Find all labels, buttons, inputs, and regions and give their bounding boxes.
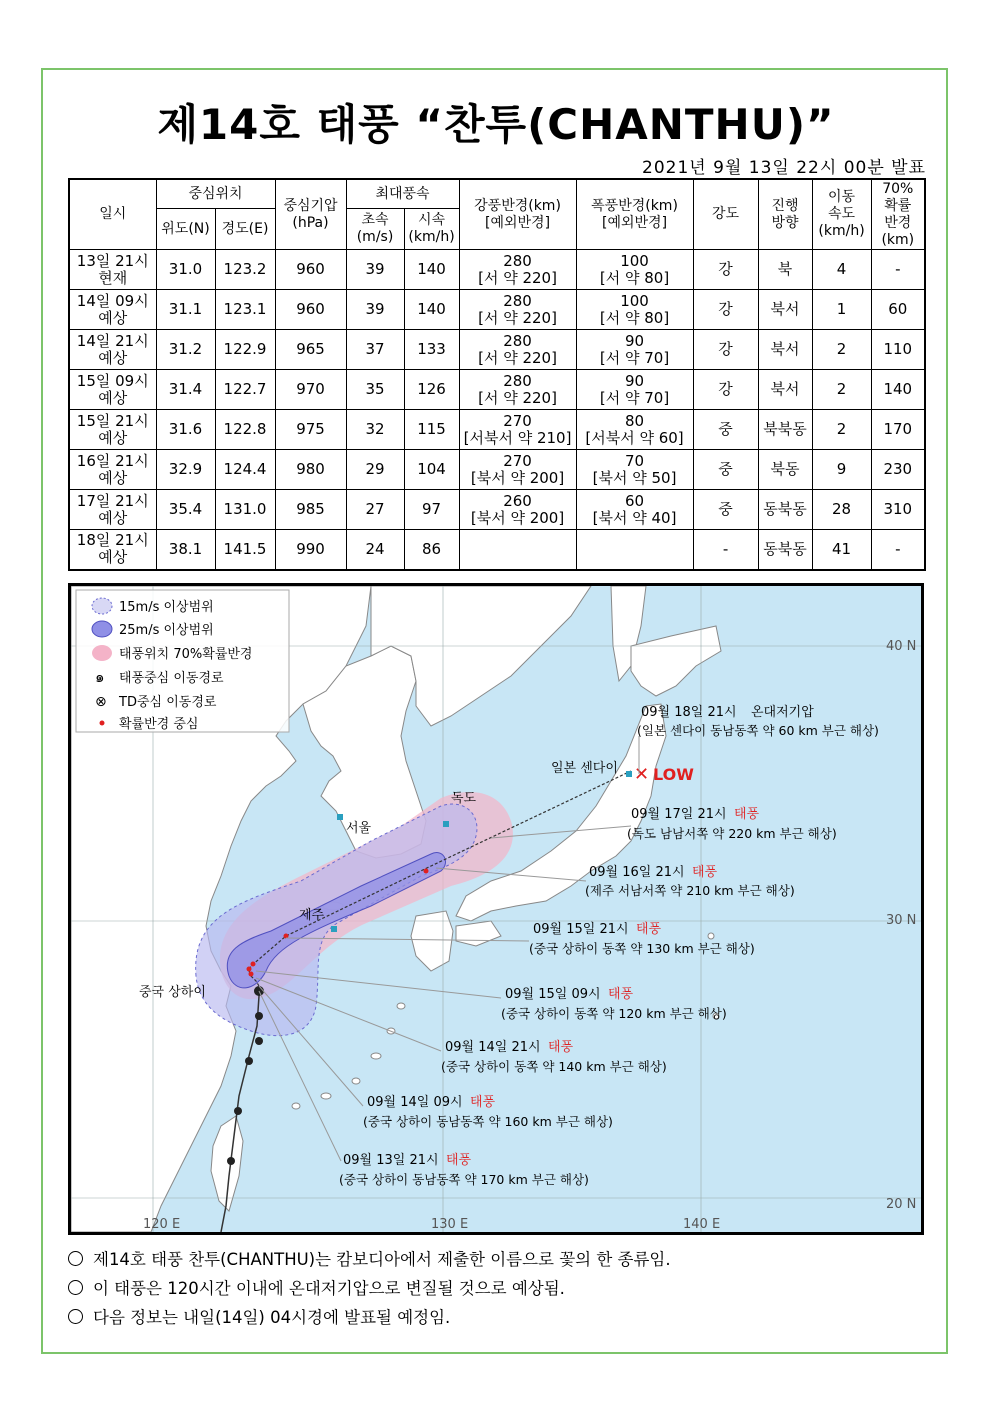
cell-wind-kmh: 86 [404, 530, 459, 570]
cell-wind-ms: 32 [346, 410, 404, 450]
cell-wind-ms: 37 [346, 330, 404, 370]
cell-strong-radius: 280 [서 약 220] [459, 330, 576, 370]
header-time: 일시 [69, 179, 156, 250]
svg-text:태풍: 태풍 [548, 1040, 574, 1055]
cell-wind-ms: 39 [346, 290, 404, 330]
page-title: 제14호 태풍 “찬투(CHANTHU)” [157, 100, 835, 149]
note-item [68, 1245, 928, 1274]
cell-speed: 28 [812, 490, 871, 530]
cell-intensity: 강 [693, 330, 758, 370]
cell-lat: 31.6 [156, 410, 215, 450]
note-text: 이 태풍은 120시간 이내에 온대저기압으로 변질될 것으로 예상됨. [93, 1279, 565, 1298]
place-dokdo: 독도 [451, 791, 477, 806]
cell-prob-radius: - [871, 250, 925, 290]
svg-text:(일본 센다이 동남동쪽 약 60 km 부근 해상): (일본 센다이 동남동쪽 약 60 km 부근 해상) [637, 723, 879, 738]
svg-text:09월 17일 21시: 09월 17일 21시 [631, 807, 727, 822]
cell-time: 17일 21시 예상 [69, 490, 156, 530]
cell-lat: 31.1 [156, 290, 215, 330]
cell-intensity: 강 [693, 290, 758, 330]
svg-text:09월 14일 21시: 09월 14일 21시 [445, 1040, 541, 1055]
cell-wind-kmh: 140 [404, 250, 459, 290]
cell-pressure: 985 [275, 490, 346, 530]
cell-wind-kmh: 115 [404, 410, 459, 450]
svg-text:(중국 상하이 동남동쪽 약 160 km 부근 해상): (중국 상하이 동남동쪽 약 160 km 부근 해상) [363, 1114, 613, 1129]
cell-pressure: 960 [275, 290, 346, 330]
cell-speed: 1 [812, 290, 871, 330]
cell-wind-kmh: 133 [404, 330, 459, 370]
cell-time: 14일 09시 예상 [69, 290, 156, 330]
cell-storm-radius: 100 [서 약 80] [576, 290, 693, 330]
svg-text:(독도 남남서쪽 약 220 km 부근 해상): (독도 남남서쪽 약 220 km 부근 해상) [627, 826, 837, 841]
header-max-wind: 최대풍속 [346, 179, 459, 209]
notes [68, 1245, 928, 1332]
cell-wind-ms: 29 [346, 450, 404, 490]
cell-lat: 31.4 [156, 370, 215, 410]
cell-direction: 북서 [758, 290, 812, 330]
place-sendai: 일본 센다이 [551, 761, 618, 776]
cell-pressure: 980 [275, 450, 346, 490]
cell-storm-radius: 100 [서 약 80] [576, 250, 693, 290]
cell-lon: 122.9 [215, 330, 275, 370]
svg-text:태풍: 태풍 [692, 865, 718, 880]
grid-label-20n: 20 N [886, 1197, 917, 1212]
cell-direction: 동북동 [758, 530, 812, 570]
legend-center-label: 확률반경 중심 [119, 717, 199, 732]
cell-wind-ms: 39 [346, 250, 404, 290]
table-row [69, 370, 925, 410]
cell-pressure: 960 [275, 250, 346, 290]
svg-text:(중국 상하이 동남동쪽 약 170 km 부근 해상): (중국 상하이 동남동쪽 약 170 km 부근 해상) [339, 1172, 589, 1187]
cell-wind-ms: 35 [346, 370, 404, 410]
cell-prob-radius: 110 [871, 330, 925, 370]
svg-text:09월 18일 21시: 09월 18일 21시 [641, 705, 737, 720]
typhoon-track-map [68, 583, 924, 1235]
svg-text:(제주 서남서쪽 약 210 km 부근 해상): (제주 서남서쪽 약 210 km 부근 해상) [585, 883, 795, 898]
note-text: 제14호 태풍 찬투(CHANTHU)는 캄보디아에서 제출한 이름으로 꽃의 한 종류임. [93, 1250, 671, 1269]
cell-direction: 북서 [758, 330, 812, 370]
cell-intensity: 강 [693, 250, 758, 290]
cell-intensity: 중 [693, 450, 758, 490]
cell-lon: 141.5 [215, 530, 275, 570]
header-wind-kmh: 시속 (km/h) [404, 209, 459, 250]
svg-text:태풍: 태풍 [608, 987, 634, 1002]
cell-speed: 4 [812, 250, 871, 290]
cell-wind-kmh: 104 [404, 450, 459, 490]
cell-intensity: 강 [693, 370, 758, 410]
svg-text:온대저기압: 온대저기압 [751, 705, 814, 720]
legend-td-label: TD중심 이동경로 [119, 695, 217, 710]
table-row [69, 490, 925, 530]
header-strong-radius: 강풍반경(km) [예외반경] [459, 179, 576, 250]
dokdo-marker [443, 821, 449, 827]
note-item [68, 1303, 928, 1332]
cell-storm-radius: 70 [북서 약 50] [576, 450, 693, 490]
cell-prob-radius: 170 [871, 410, 925, 450]
cell-pressure: 975 [275, 410, 346, 450]
cell-wind-kmh: 126 [404, 370, 459, 410]
note-item [68, 1274, 928, 1303]
issued-time: 2021년 9월 13일 22시 00분 발표 [642, 158, 926, 178]
legend-prob-swatch [92, 645, 112, 661]
legend-prob-label: 태풍위치 70%확률반경 [119, 647, 253, 662]
legend-25ms-label: 25m/s 이상범위 [119, 623, 214, 638]
cell-strong-radius: 270 [북서 약 200] [459, 450, 576, 490]
cell-lon: 123.2 [215, 250, 275, 290]
header-prob-radius: 70% 확률 반경 (km) [871, 179, 925, 250]
cell-strong-radius: 280 [서 약 220] [459, 250, 576, 290]
circle-bullet-icon [68, 1280, 83, 1295]
cell-intensity: 중 [693, 410, 758, 450]
cell-lon: 122.8 [215, 410, 275, 450]
cell-time: 18일 21시 예상 [69, 530, 156, 570]
grid-label-40n: 40 N [886, 639, 917, 654]
cell-prob-radius: 310 [871, 490, 925, 530]
svg-text:09월 14일 09시: 09월 14일 09시 [367, 1095, 463, 1110]
cell-time: 16일 21시 예상 [69, 450, 156, 490]
circle-bullet-icon [68, 1309, 83, 1324]
place-jeju: 제주 [299, 908, 325, 923]
cell-lon: 122.7 [215, 370, 275, 410]
grid-label-140e: 140 E [683, 1217, 721, 1232]
header-speed: 이동 속도 (km/h) [812, 179, 871, 250]
cell-storm-radius [576, 530, 693, 570]
svg-text:태풍: 태풍 [636, 922, 662, 937]
cell-storm-radius: 60 [북서 약 40] [576, 490, 693, 530]
header-intensity: 강도 [693, 179, 758, 250]
cell-storm-radius: 90 [서 약 70] [576, 370, 693, 410]
grid-label-120e: 120 E [143, 1217, 181, 1232]
svg-text:09월 15일 09시: 09월 15일 09시 [505, 987, 601, 1002]
header-direction: 진행 방향 [758, 179, 812, 250]
cell-wind-kmh: 140 [404, 290, 459, 330]
table-row [69, 450, 925, 490]
cell-time: 14일 21시 예상 [69, 330, 156, 370]
cell-lat: 31.2 [156, 330, 215, 370]
cell-strong-radius: 280 [서 약 220] [459, 290, 576, 330]
cell-wind-ms: 24 [346, 530, 404, 570]
note-text: 다음 정보는 내일(14일) 04시경에 발표될 예정임. [93, 1308, 451, 1327]
map-legend [76, 590, 289, 732]
svg-text:태풍: 태풍 [470, 1095, 496, 1110]
place-seoul: 서울 [346, 821, 372, 836]
cell-prob-radius: 140 [871, 370, 925, 410]
cell-lon: 123.1 [215, 290, 275, 330]
cell-speed: 9 [812, 450, 871, 490]
cell-prob-radius: - [871, 530, 925, 570]
cell-storm-radius: 90 [서 약 70] [576, 330, 693, 370]
cell-intensity: - [693, 530, 758, 570]
svg-text:09월 16일 21시: 09월 16일 21시 [589, 865, 685, 880]
cell-prob-radius: 230 [871, 450, 925, 490]
legend-center-dot [100, 721, 105, 726]
svg-text:09월 15일 21시: 09월 15일 21시 [533, 922, 629, 937]
cell-time: 15일 21시 예상 [69, 410, 156, 450]
grid-label-130e: 130 E [431, 1217, 469, 1232]
cell-lat: 38.1 [156, 530, 215, 570]
svg-text:(중국 상하이 동쪽 약 140 km 부근 해상): (중국 상하이 동쪽 약 140 km 부근 해상) [441, 1059, 667, 1074]
cell-direction: 동북동 [758, 490, 812, 530]
cell-pressure: 970 [275, 370, 346, 410]
low-cross-icon: ✕ [634, 764, 650, 785]
legend-15ms-swatch [92, 598, 112, 614]
cell-speed: 2 [812, 370, 871, 410]
svg-text:태풍: 태풍 [734, 807, 760, 822]
legend-track-label: 태풍중심 이동경로 [119, 671, 224, 686]
cell-direction: 북동 [758, 450, 812, 490]
grid-label-30n: 30 N [886, 913, 917, 928]
cell-wind-ms: 27 [346, 490, 404, 530]
typhoon-symbol-icon: ๑ [95, 668, 105, 686]
legend-15ms-label: 15m/s 이상범위 [119, 600, 214, 615]
cell-wind-kmh: 97 [404, 490, 459, 530]
table-row [69, 410, 925, 450]
cell-speed: 2 [812, 410, 871, 450]
cell-strong-radius: 280 [서 약 220] [459, 370, 576, 410]
cell-lat: 31.0 [156, 250, 215, 290]
table-row [69, 290, 925, 330]
table-row [69, 250, 925, 290]
cell-direction: 북북동 [758, 410, 812, 450]
legend-25ms-swatch [92, 621, 112, 637]
sendai-marker [626, 771, 632, 777]
svg-text:태풍: 태풍 [446, 1153, 472, 1168]
cell-strong-radius [459, 530, 576, 570]
cell-lon: 124.4 [215, 450, 275, 490]
cell-lon: 131.0 [215, 490, 275, 530]
header-storm-radius: 폭풍반경(km) [예외반경] [576, 179, 693, 250]
cell-storm-radius: 80 [서북서 약 60] [576, 410, 693, 450]
header-pressure: 중심기압 (hPa) [275, 179, 346, 250]
header-lon: 경도(E) [215, 209, 275, 250]
place-shanghai: 중국 상하이 [139, 985, 206, 1000]
cell-time: 15일 09시 예상 [69, 370, 156, 410]
header-center-position: 중심위치 [156, 179, 275, 209]
cell-lat: 32.9 [156, 450, 215, 490]
cell-speed: 2 [812, 330, 871, 370]
cell-time: 13일 21시 현재 [69, 250, 156, 290]
low-label: LOW [653, 765, 694, 784]
td-cross-circle-icon: ⊗ [95, 694, 107, 710]
jeju-marker [331, 926, 337, 932]
header-wind-ms: 초속 (m/s) [346, 209, 404, 250]
circle-bullet-icon [68, 1251, 83, 1266]
cell-pressure: 990 [275, 530, 346, 570]
seoul-marker [337, 814, 343, 820]
svg-text:(중국 상하이 동쪽 약 120 km 부근 해상): (중국 상하이 동쪽 약 120 km 부근 해상) [501, 1006, 727, 1021]
cell-intensity: 중 [693, 490, 758, 530]
forecast-table [68, 178, 926, 571]
cell-strong-radius: 270 [서북서 약 210] [459, 410, 576, 450]
table-row [69, 530, 925, 570]
cell-strong-radius: 260 [북서 약 200] [459, 490, 576, 530]
cell-direction: 북 [758, 250, 812, 290]
svg-text:(중국 상하이 동쪽 약 130 km 부근 해상): (중국 상하이 동쪽 약 130 km 부근 해상) [529, 941, 755, 956]
svg-text:09월 13일 21시: 09월 13일 21시 [343, 1153, 439, 1168]
header-lat: 위도(N) [156, 209, 215, 250]
cell-pressure: 965 [275, 330, 346, 370]
cell-prob-radius: 60 [871, 290, 925, 330]
cell-lat: 35.4 [156, 490, 215, 530]
cell-direction: 북서 [758, 370, 812, 410]
table-row [69, 330, 925, 370]
cell-speed: 41 [812, 530, 871, 570]
